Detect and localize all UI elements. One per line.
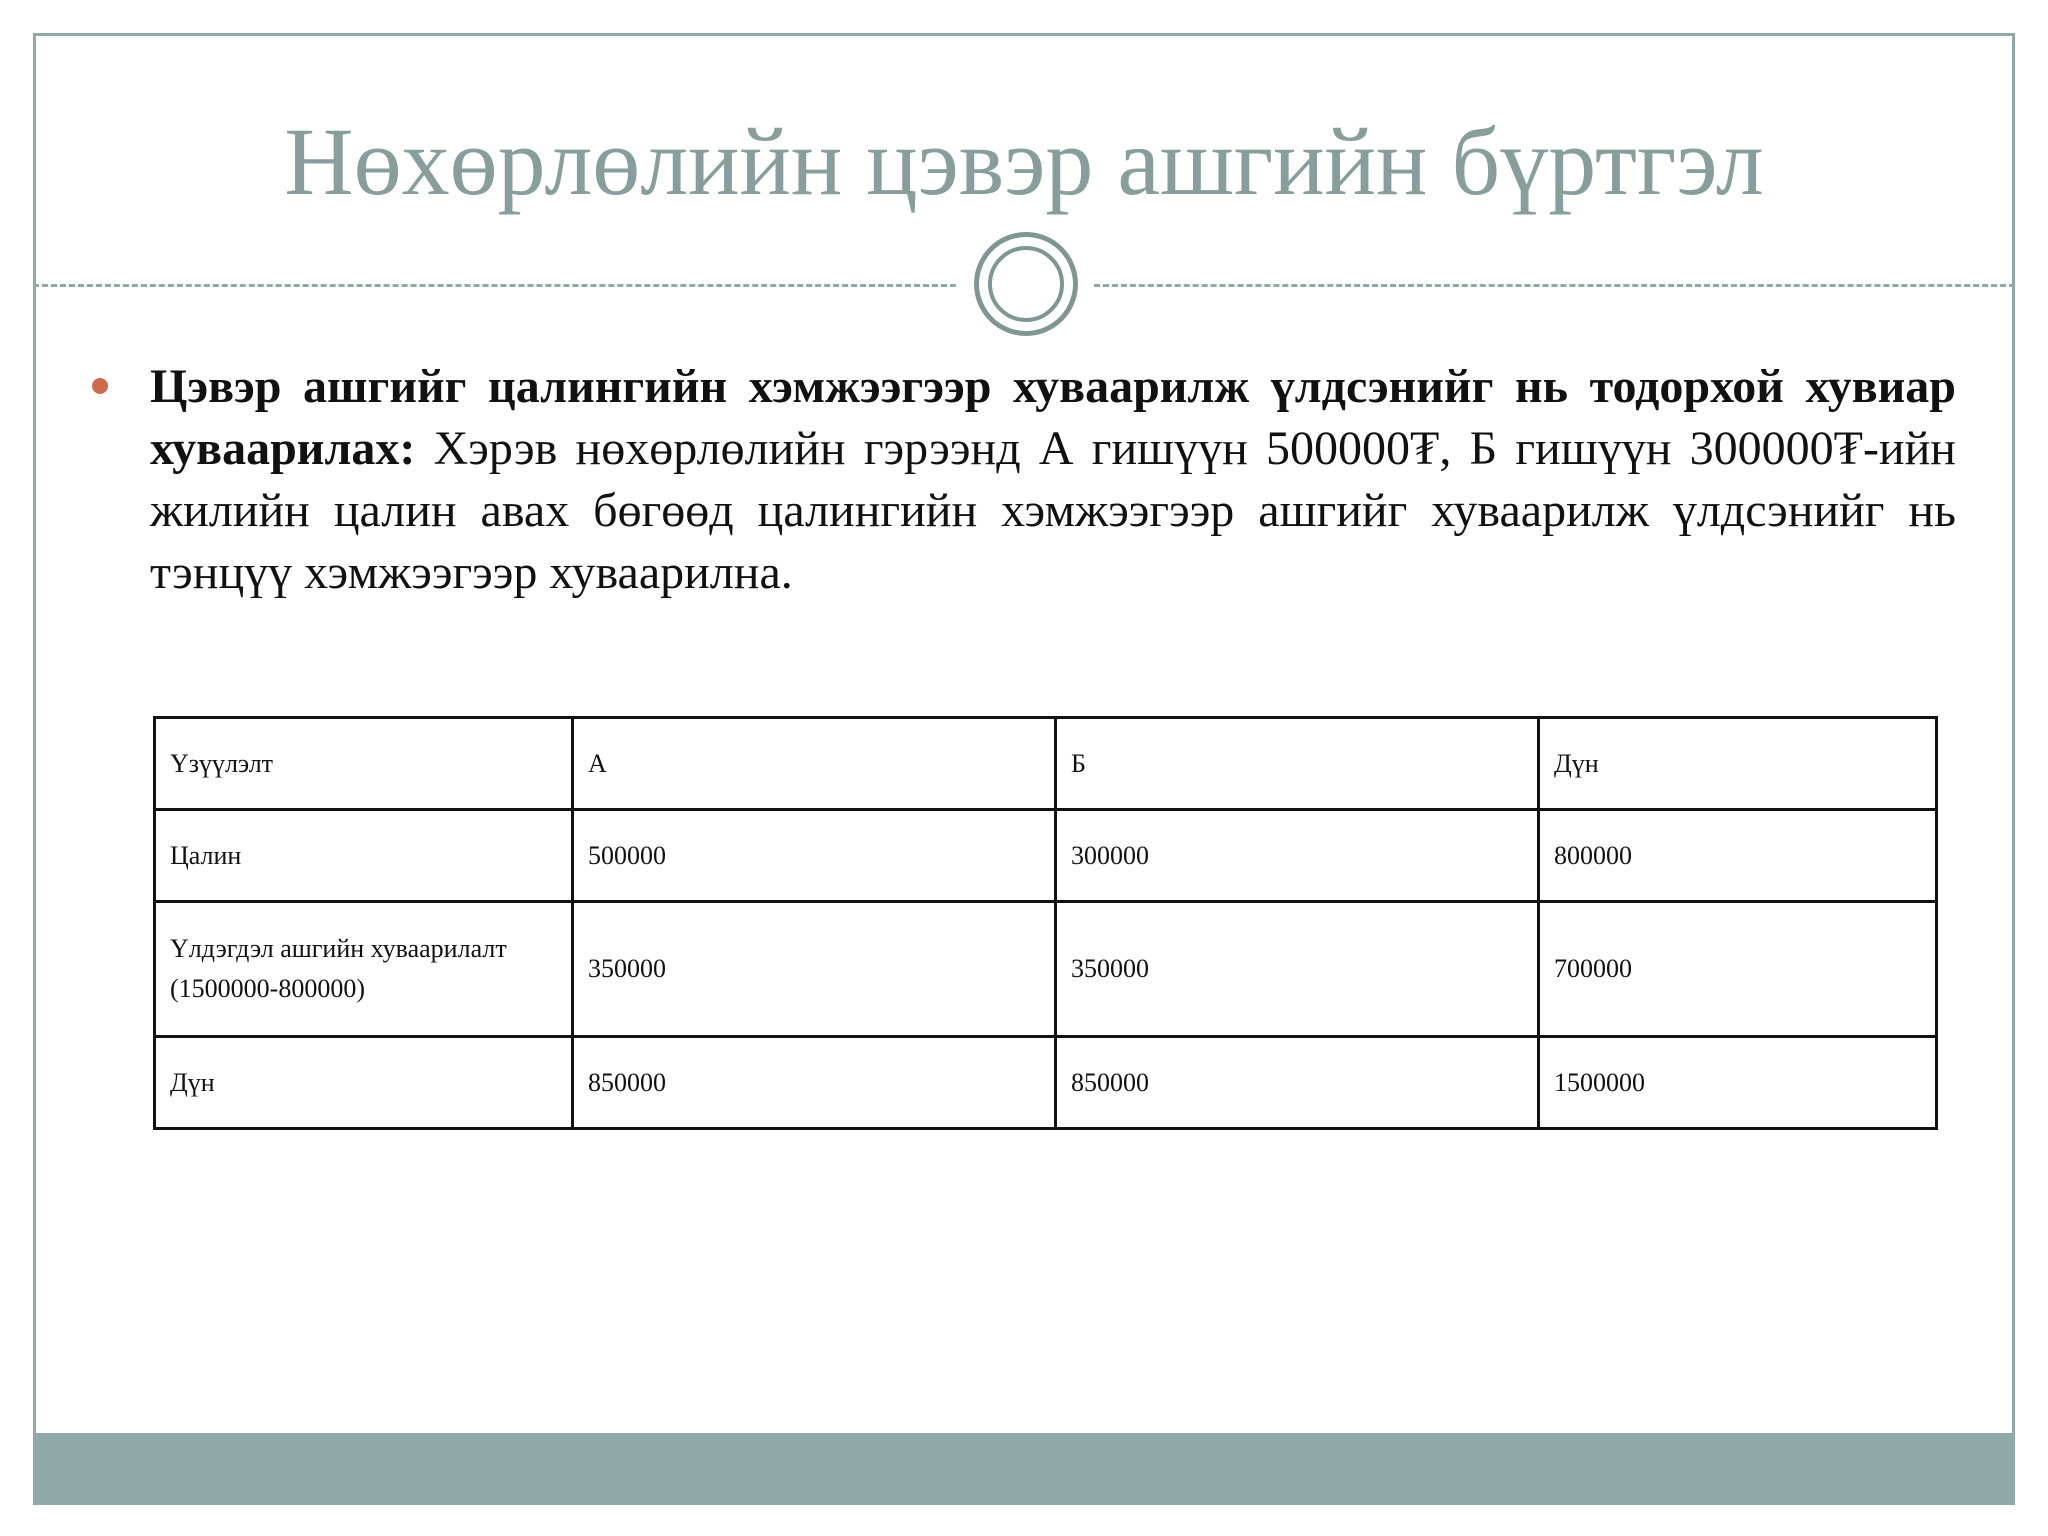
bullet-bold-text: Цэвэр ашгийг цалингийн хэмжээгээр хуваарилж үлдсэнийг нь тодорхой хувиар хуваарилах: xyxy=(150,360,1956,475)
table-cell: 300000 xyxy=(1056,810,1539,902)
table-cell: 350000 xyxy=(1056,902,1539,1037)
header-cell: Б xyxy=(1056,718,1539,810)
table-cell: 850000 xyxy=(573,1037,1056,1129)
table-cell: Цалин xyxy=(155,810,573,902)
table-cell: Дүн xyxy=(155,1037,573,1129)
header-cell: Үзүүлэлт xyxy=(155,718,573,810)
table-cell: 350000 xyxy=(573,902,1056,1037)
table-header-row xyxy=(155,718,1937,810)
table-cell: Үлдэгдэл ашгийн хуваарилалт (1500000-800000) xyxy=(155,902,573,1037)
bullet-dot-icon xyxy=(92,378,108,394)
table-cell: 800000 xyxy=(1539,810,1937,902)
circle-ornament-icon xyxy=(974,232,1078,336)
circle-ornament-inner-icon xyxy=(988,246,1064,322)
table-row xyxy=(155,1037,1937,1129)
header-cell: Дүн xyxy=(1539,718,1937,810)
bullet-normal-text: Хэрэв нөхөрлөлийн гэрээнд А гишүүн 500000₮, Б гишүүн 300000₮-ийн жилийн цалин авах бөгөөд цалингийн хэмжээгээр ашгийг хуваарилж үлдсэнийг нь тэнцүү хэмжээгээр хуваарилна. xyxy=(150,422,1956,599)
divider-left xyxy=(33,284,956,287)
table-cell: 700000 xyxy=(1539,902,1937,1037)
table-row xyxy=(155,810,1937,902)
table-cell: 850000 xyxy=(1056,1037,1539,1129)
header-cell: А xyxy=(573,718,1056,810)
bottom-accent-bar xyxy=(33,1433,2015,1505)
table-cell: 500000 xyxy=(573,810,1056,902)
bullet-paragraph xyxy=(150,356,1956,604)
table-row xyxy=(155,902,1937,1037)
profit-distribution-table xyxy=(153,716,1938,1130)
slide-title: Нөхөрлөлийн цэвэр ашгийн бүртгэл xyxy=(284,108,1764,215)
table-cell: 1500000 xyxy=(1539,1037,1937,1129)
divider-right xyxy=(1094,284,2015,287)
